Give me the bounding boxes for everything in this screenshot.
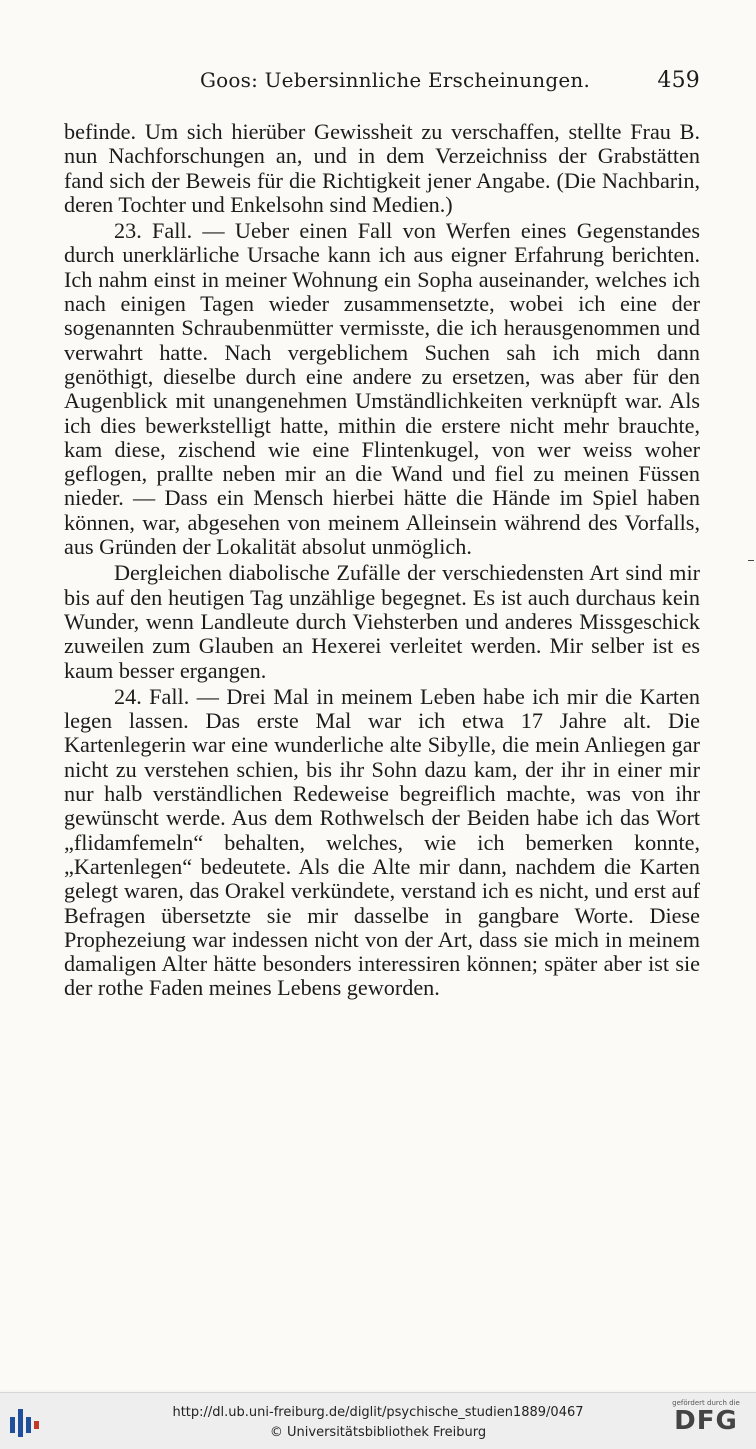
running-title: Goos: Uebersinnliche Erscheinungen. [200, 68, 591, 92]
dfg-tagline: gefördert durch die [672, 1399, 740, 1407]
dfg-wordmark: DFG [674, 1406, 738, 1436]
page-number: 459 [657, 68, 700, 93]
paragraph: Dergleichen diabolische Zufälle der verschiedensten Art sind mir bis auf den heutigen Tag unzählige begegnet. Es ist auch durchaus kein Wunder, wenn Landleute durch Viehsterben und anderes Missgeschick zuweilen zum Glauben an Hexerei verleitet werden. Mir selber ist es kaum besser ergangen. [64, 560, 700, 683]
copyright-notice: © Universitätsbibliothek Freiburg [269, 1425, 487, 1440]
margin-mark [748, 560, 754, 561]
paragraph: 23. Fall. — Ueber einen Fall von Werfen eines Gegenstandes durch unerklärliche Ursache kann ich aus eigner Erfahrung berichten. Ich nahm einst in meiner Wohnung ein Sopha auseinander, welches ich nach einigen Tagen wieder zusammensetzte, wobei ich eine der sogenannten Schraubenmütter vermisste, die ich herausgenommen und verwahrt hatte. Nach vergeblichem Suchen sah ich mich dann genöthigt, dieselbe durch eine andere zu ersetzen, was aber für den Augenblick mit unangenehmen Umständlichkeiten verknüpft war. Als ich dies bewerkstelligt hatte, mithin die erstere nicht mehr brauchte, kam diese, zischend wie eine Flintenkugel, von wer weiss woher geflogen, prallte neben mir an die Wand und fiel zu meinen Füssen nieder. — Dass ein Mensch hierbei hätte die Hände im Spiel haben können, war, abgesehen von meinem Alleinsein während des Vorfalls, aus Gründen der Lokalität absolut unmöglich. [64, 218, 700, 560]
body-text [64, 120, 700, 1001]
paragraph: befinde. Um sich hierüber Gewissheit zu verschaffen, stellte Frau B. nun Nachforschungen an, und in dem Verzeichniss der Grabstätten fand sich der Beweis für die Richtigkeit jener Angabe. (Die Nachbarin, deren Tochter und Enkelsohn sind Medien.) [64, 119, 700, 217]
viewer-footer [0, 1392, 756, 1449]
permalink-url[interactable]: http://dl.ub.uni-freiburg.de/diglit/psychische_studien1889/0467 [172, 1405, 584, 1420]
dfg-logo-icon[interactable] [666, 1399, 746, 1435]
paragraph: 24. Fall. — Drei Mal in meinem Leben habe ich mir die Karten legen lassen. Das erste Mal war ich etwa 17 Jahre alt. Die Kartenlegerin war eine wunderliche alte Sibylle, die mein Anliegen gar nicht zu verstehen schien, bis ihr Sohn dazu kam, der ihr in einer mir nur halb verständlichen Redeweise begreiflich machte, was von ihr gewünscht werde. Aus dem Rothwelsch der Beiden habe ich das Wort „flidamfemeln“ behalten, welches, wie ich bemerken konnte, „Kartenlegen“ bedeutete. Als die Alte mir dann, nachdem die Karten gelegt waren, das Orakel verkündete, verstand ich es nicht, und erst auf Befragen übersetzte sie mir dasselbe in gangbare Worte. Diese Prophezeiung war indessen nicht von der Art, dass sie mich in meinem damaligen Alter hätte besonders interessiren können; später aber ist sie der rothe Faden meines Lebens geworden. [64, 683, 700, 1001]
